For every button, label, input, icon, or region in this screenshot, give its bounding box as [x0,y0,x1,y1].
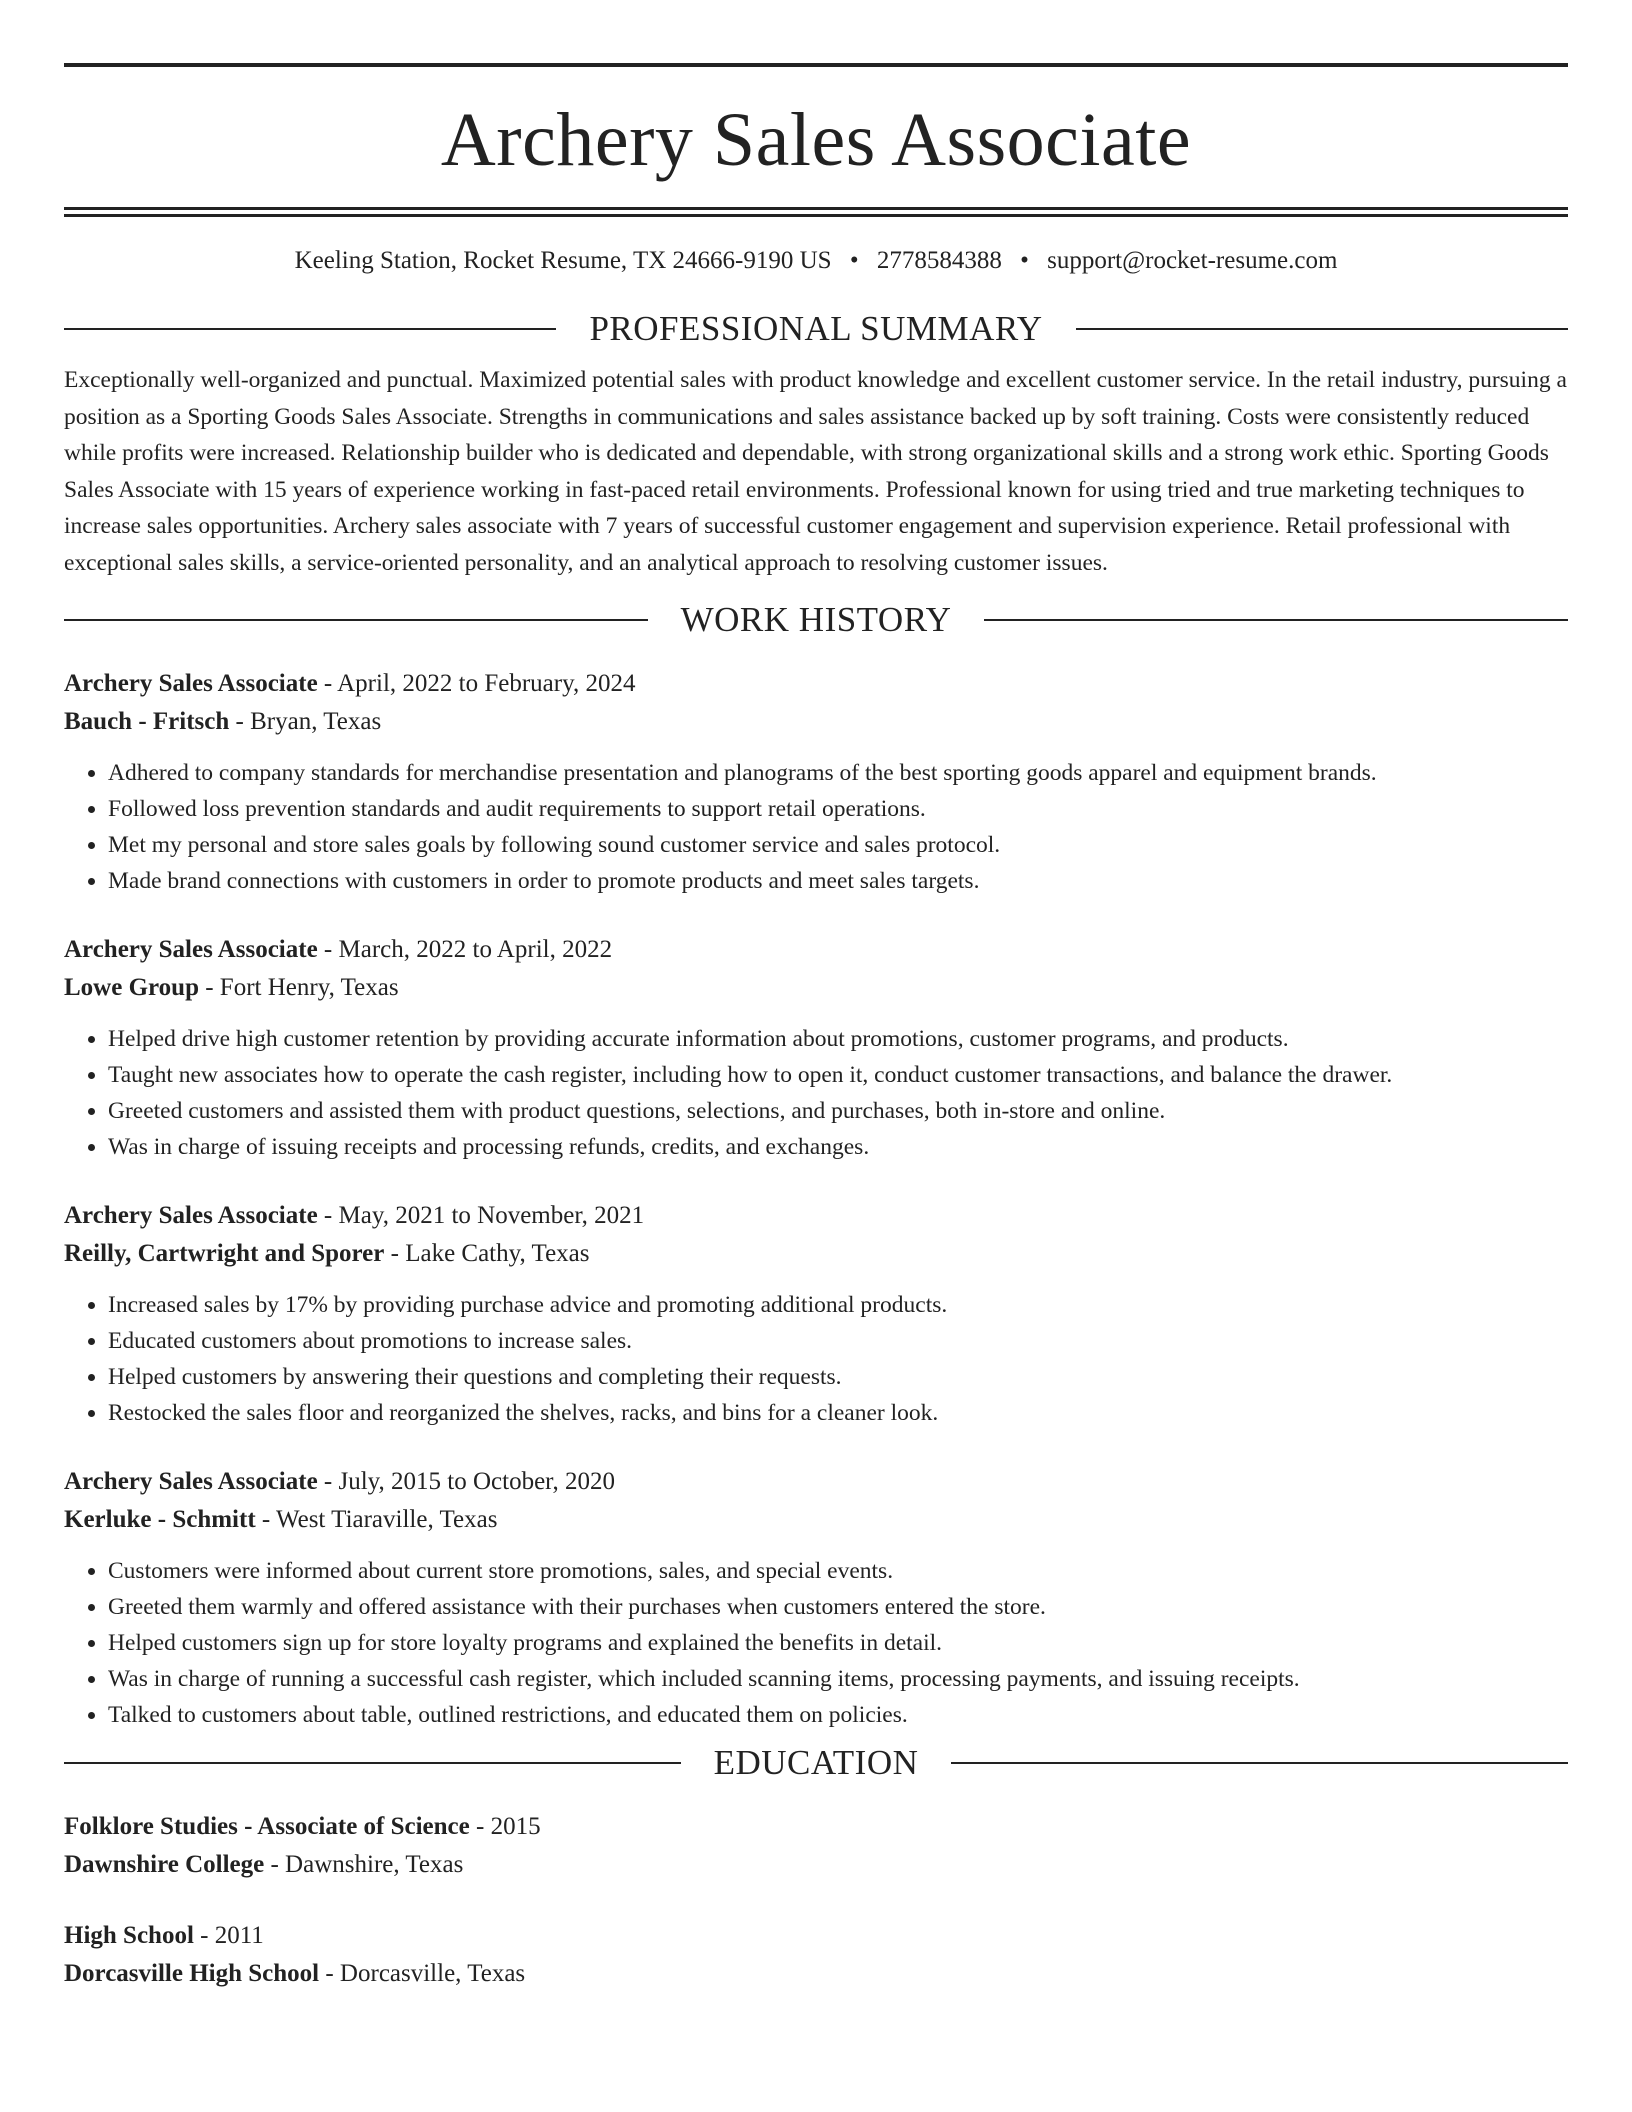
list-item: • Met my personal and store sales goals by following sound customer service and sales protocol. [108,827,1568,863]
list-item: • Was in charge of running a successful cash register, which included scanning items, processing payments, and issuing receipts. [108,1661,1568,1697]
contact-separator: • [1020,247,1029,274]
job-bullets [64,1021,1568,1165]
job-bullets [64,1553,1568,1733]
job-location: - West Tiaraville, Texas [255,1506,498,1533]
list-item: • Was in charge of issuing receipts and processing refunds, credits, and exchanges. [108,1129,1568,1165]
job-bullets [64,755,1568,899]
list-item: • Greeted them warmly and offered assistance with their purchases when customers entered the store. [108,1589,1568,1625]
job-location: - Bryan, Texas [229,708,382,735]
list-item: • Followed loss prevention standards and audit requirements to support retail operations. [108,791,1568,827]
contact-address: Keeling Station, Rocket Resume, TX 24666-9190 US [294,247,832,274]
job-company: Bauch - Fritsch [64,708,230,735]
section-heading: WORK HISTORY [680,600,952,639]
job-company-line [64,1235,1568,1273]
work-section-header [64,600,1568,640]
section-rule-right [951,1762,1568,1764]
summary-section-header [64,309,1568,349]
education-location: - Dorcasville, Texas [319,1960,526,1987]
list-item: • Taught new associates how to operate the cash register, including how to open it, conduct customer transactions, and balance the drawer. [108,1057,1568,1093]
job-location: - Fort Henry, Texas [198,974,399,1001]
job-dates: - May, 2021 to November, 2021 [317,1202,645,1229]
education-degree: Folklore Studies - Associate of Science [64,1813,470,1840]
job-company-line [64,703,1568,741]
section-rule-right [1076,328,1568,330]
job-location: - Lake Cathy, Texas [384,1240,590,1267]
list-item: • Increased sales by 17% by providing purchase advice and promoting additional products. [108,1287,1568,1323]
education-year: - 2015 [469,1813,541,1840]
list-item: • Greeted customers and assisted them with product questions, selections, and purchases, both in-store and online. [108,1093,1568,1129]
job-company: Kerluke - Schmitt [64,1506,256,1533]
job-company: Lowe Group [64,974,199,1001]
education-entry [64,1808,1568,1884]
job-bullets [64,1287,1568,1431]
job-company-line [64,969,1568,1007]
section-rule-right [984,619,1568,621]
list-item: • Educated customers about promotions to increase sales. [108,1323,1568,1359]
contact-email: support@rocket-resume.com [1047,247,1338,274]
job-entry [64,1463,1568,1733]
contact-separator: • [849,247,859,274]
job-company-line [64,1501,1568,1539]
job-title: Archery Sales Associate [64,1468,318,1495]
section-rule-left [64,1762,681,1764]
job-title: Archery Sales Associate [64,670,318,697]
top-rule [64,63,1568,67]
job-dates: - July, 2015 to October, 2020 [317,1468,616,1495]
title-double-rule [64,207,1568,217]
list-item: • Helped drive high customer retention by providing accurate information about promotions, customer programs, and products. [108,1021,1568,1057]
job-dates: - April, 2022 to February, 2024 [317,670,636,697]
list-item: • Helped customers by answering their questions and completing their requests. [108,1359,1568,1395]
list-item: • Restocked the sales floor and reorganized the shelves, racks, and bins for a cleaner look. [108,1395,1568,1431]
job-title: Archery Sales Associate [64,936,318,963]
education-year: - 2011 [193,1922,264,1949]
job-title: Archery Sales Associate [64,1202,318,1229]
education-degree-line [64,1917,1568,1955]
list-item: • Adhered to company standards for merchandise presentation and planograms of the best sporting goods apparel and equipment brands. [108,755,1568,791]
education-school-line [64,1846,1568,1884]
job-title-line [64,1197,1568,1235]
section-heading: EDUCATION [713,1743,919,1782]
job-title-line [64,931,1568,969]
education-school: Dawnshire College [64,1851,265,1878]
list-item: • Talked to customers about table, outlined restrictions, and educated them on policies. [108,1697,1568,1733]
education-school-line [64,1955,1568,1993]
list-item: • Made brand connections with customers in order to promote products and meet sales targets. [108,863,1568,899]
job-dates: - March, 2022 to April, 2022 [317,936,613,963]
job-title-line [64,665,1568,703]
job-title-line [64,1463,1568,1501]
section-rule-left [64,328,556,330]
job-entry [64,665,1568,899]
education-section-header [64,1743,1568,1783]
section-rule-left [64,619,648,621]
education-location: - Dawnshire, Texas [264,1851,464,1878]
contact-phone: 2778584388 [876,247,1002,274]
job-company: Reilly, Cartwright and Sporer [64,1240,385,1267]
contact-line [64,246,1568,276]
resume-title: Archery Sales Associate [440,98,1192,182]
job-entry [64,1197,1568,1431]
job-entry [64,931,1568,1165]
section-heading: PROFESSIONAL SUMMARY [589,309,1043,348]
education-degree: High School [64,1922,194,1949]
summary-text: Exceptionally well-organized and punctual. Maximized potential sales with product knowledge and excellent customer service. In the retail industry, pursuing a position as a Sporting Goods Sales Associate. Strengths in communications and sales assistance backed up by soft training. Costs were consistently reduced while profits were increased. Relationship builder who is dedicated and dependable, with strong organizational skills and a strong work ethic. Sporting Goods Sales Associate with 15 years of experience working in fast-paced retail environments. Professional known for using tried and true marketing techniques to increase sales opportunities. Archery sales associate with 7 years of successful customer engagement and supervision experience. Retail professional with exceptional sales skills, a service-oriented personality, and an analytical approach to resolving customer issues. [64,367,1567,576]
education-degree-line [64,1808,1568,1846]
list-item: • Customers were informed about current store promotions, sales, and special events. [108,1553,1568,1589]
list-item: • Helped customers sign up for store loyalty programs and explained the benefits in detail. [108,1625,1568,1661]
education-school: Dorcasville High School [64,1960,320,1987]
education-entry [64,1917,1568,1993]
